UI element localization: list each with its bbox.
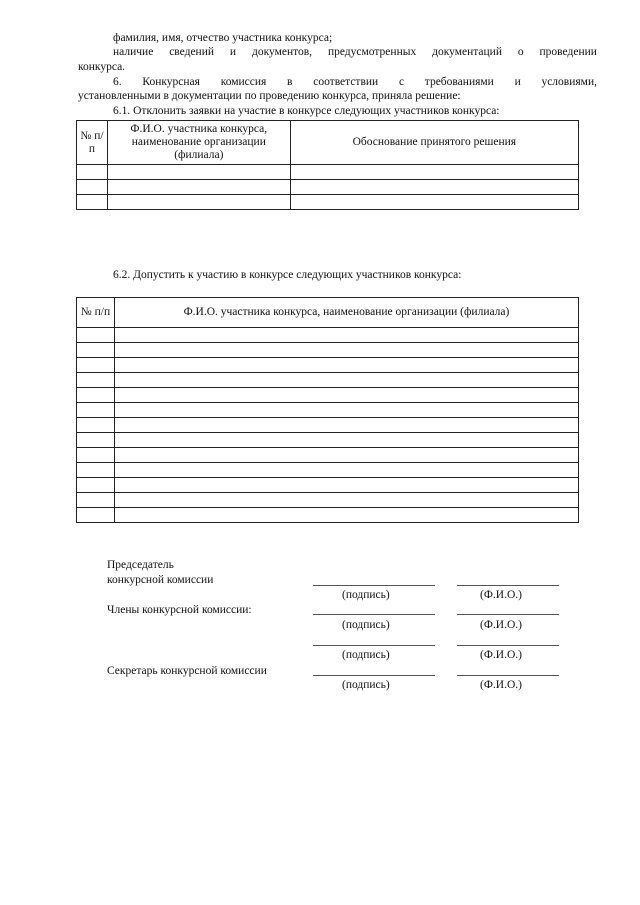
table-cell	[77, 373, 115, 388]
text-line-1: фамилия, имя, отчество участника конкурса;	[113, 32, 333, 44]
name-line	[457, 585, 559, 586]
table-cell	[290, 165, 578, 180]
table-cell	[77, 508, 115, 523]
table-row	[77, 418, 579, 433]
table-row	[77, 180, 579, 195]
table-cell	[77, 328, 115, 343]
column-header-reason: Обоснование принятого решения	[290, 121, 578, 165]
table-row	[77, 448, 579, 463]
column-header-number: № п/п	[77, 298, 115, 328]
word: документаций	[432, 46, 502, 58]
table-cell	[114, 418, 578, 433]
table-cell	[77, 418, 115, 433]
word: наличие	[113, 46, 154, 58]
table-cell	[77, 448, 115, 463]
text-line-2	[113, 45, 597, 59]
name-label: (Ф.И.О.)	[480, 649, 522, 661]
table-row	[77, 373, 579, 388]
signature-line	[313, 614, 435, 615]
chairman-title-cont: конкурсной комиссии	[107, 574, 214, 586]
table-cell	[114, 493, 578, 508]
name-label: (Ф.И.О.)	[480, 619, 522, 631]
table-cell	[107, 195, 290, 210]
name-label: (Ф.И.О.)	[480, 589, 522, 601]
table-cell	[77, 343, 115, 358]
text-line-6: 6.1. Отклонить заявки на участие в конкурсе следующих участников конкурса:	[113, 105, 500, 117]
table-cell	[114, 358, 578, 373]
table-cell	[77, 180, 108, 195]
table-cell	[290, 195, 578, 210]
word: условиями,	[541, 76, 597, 88]
table-row	[77, 478, 579, 493]
table-cell	[114, 448, 578, 463]
word: и	[514, 76, 521, 88]
word: и	[229, 46, 237, 58]
table-cell	[114, 508, 578, 523]
table-cell	[114, 463, 578, 478]
table-row	[77, 165, 579, 180]
table-cell	[290, 180, 578, 195]
text-line-3: конкурса.	[78, 61, 126, 73]
column-header-participant: Ф.И.О. участника конкурса, наименование организации (филиала)	[114, 298, 578, 328]
table-row	[77, 328, 579, 343]
word: сведений	[169, 46, 215, 58]
table-header-row	[77, 121, 579, 165]
name-line	[457, 645, 559, 646]
word: 6.	[113, 76, 122, 88]
signature-label: (подпись)	[342, 589, 390, 601]
signature-line	[313, 675, 435, 676]
name-line	[457, 675, 559, 676]
members-title: Члены конкурсной комиссии:	[107, 604, 252, 616]
table-row	[77, 403, 579, 418]
table-header-row	[77, 298, 579, 328]
word: требованиями	[424, 76, 494, 88]
signature-line	[313, 645, 435, 646]
table-cell	[107, 165, 290, 180]
table-cell	[114, 328, 578, 343]
table-row	[77, 508, 579, 523]
table-cell	[77, 493, 115, 508]
table-cell	[114, 388, 578, 403]
table-row	[77, 493, 579, 508]
signature-line	[313, 585, 435, 586]
admission-table	[76, 297, 579, 523]
word: комиссия	[220, 76, 267, 88]
table-row	[77, 433, 579, 448]
signature-label: (подпись)	[342, 679, 390, 691]
table-cell	[77, 478, 115, 493]
table-row	[77, 463, 579, 478]
table-cell	[114, 478, 578, 493]
rejection-table	[76, 120, 579, 210]
word: предусмотренных	[327, 46, 417, 58]
table-cell	[77, 358, 115, 373]
table-cell	[77, 463, 115, 478]
table-cell	[114, 373, 578, 388]
column-header-participant: Ф.И.О. участника конкурса, наименование организации (филиала)	[107, 121, 290, 165]
word: Конкурсная	[142, 76, 200, 88]
table-cell	[77, 388, 115, 403]
name-line	[457, 614, 559, 615]
table-cell	[114, 403, 578, 418]
table-cell	[77, 165, 108, 180]
table-cell	[114, 433, 578, 448]
word: проведении	[539, 46, 597, 58]
word: с	[398, 76, 405, 88]
word: в	[287, 76, 293, 88]
signature-label: (подпись)	[342, 619, 390, 631]
word: соответствии	[313, 76, 379, 88]
word: документов,	[251, 46, 313, 58]
text-line-4	[113, 75, 597, 89]
secretary-title: Секретарь конкурсной комиссии	[107, 665, 267, 677]
table-row	[77, 388, 579, 403]
table-cell	[107, 180, 290, 195]
chairman-title: Председатель	[107, 559, 174, 571]
section-title-6-2: 6.2. Допустить к участию в конкурсе следующих участников конкурса:	[113, 269, 462, 281]
word: о	[517, 46, 524, 58]
table-cell	[114, 343, 578, 358]
table-cell	[77, 433, 115, 448]
table-cell	[77, 403, 115, 418]
name-label: (Ф.И.О.)	[480, 679, 522, 691]
table-row	[77, 358, 579, 373]
column-header-number: № п/п	[77, 121, 108, 165]
table-row	[77, 343, 579, 358]
table-row	[77, 195, 579, 210]
text-line-5: установленными в документации по проведению конкурса, приняла решение:	[78, 90, 461, 102]
signature-label: (подпись)	[342, 649, 390, 661]
table-cell	[77, 195, 108, 210]
